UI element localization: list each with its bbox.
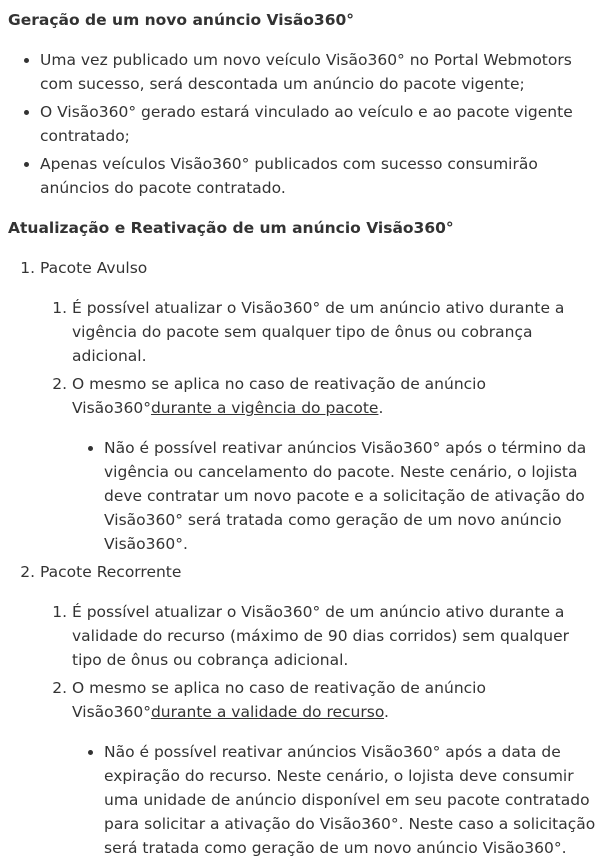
rule-text: O mesmo se aplica no caso de reativação de anúncio Visão360° (72, 375, 486, 417)
package-list (8, 256, 600, 860)
package-rules (40, 600, 600, 860)
generation-list (8, 48, 600, 200)
rule-notes (72, 740, 600, 860)
rule-item: 1. É possível atualizar o Visão360° de um anúncio ativo durante a validade do recurso (máximo de 90 dias corridos) sem qualquer tipo de ônus ou cobrança adicional. (72, 600, 600, 672)
note-item: • Não é possível reativar anúncios Visão360° após a data de expiração do recurso. Neste cenário, o lojista deve consumir uma unidade de anúncio disponível em seu pacote contratado para solicitar a ativação do Visão360°. Neste caso a solicitação será tratada como geração de um novo anúncio Visão360°. (104, 740, 600, 860)
rule-notes (72, 436, 600, 556)
package-label: Pacote Recorrente (40, 563, 182, 581)
note-item: • Não é possível reativar anúncios Visão360° após o término da vigência ou cancelamento do pacote. Neste cenário, o lojista deve contratar um novo pacote e a solicitação de ativação do Visão360° será tratada como geração de um novo anúncio Visão360°. (104, 436, 600, 556)
list-item: • O Visão360° gerado estará vinculado ao veículo e ao pacote vigente contratado; (40, 100, 600, 148)
package-recorrente (40, 560, 600, 860)
package-label: Pacote Avulso (40, 259, 148, 277)
rule-item (72, 372, 600, 556)
rule-suffix: . (378, 399, 384, 417)
rule-item (72, 676, 600, 860)
package-avulso (40, 256, 600, 556)
rule-item: 1. É possível atualizar o Visão360° de um anúncio ativo durante a vigência do pacote sem qualquer tipo de ônus ou cobrança adicional. (72, 296, 600, 368)
underlined-text: durante a vigência do pacote (150, 399, 379, 417)
section-heading-update-reactivation: Atualização e Reativação de um anúncio Visão360° (8, 219, 454, 237)
rule-text: O mesmo se aplica no caso de reativação de anúncio Visão360° (72, 679, 486, 721)
list-item: • Apenas veículos Visão360° publicados com sucesso consumirão anúncios do pacote contratado. (40, 152, 600, 200)
package-rules (40, 296, 600, 556)
underlined-text: durante a validade do recurso (150, 703, 385, 721)
list-item: • Uma vez publicado um novo veículo Visão360° no Portal Webmotors com sucesso, será descontada um anúncio do pacote vigente; (40, 48, 600, 96)
rule-suffix: . (384, 703, 389, 721)
section-heading-generation: Geração de um novo anúncio Visão360° (8, 11, 355, 29)
